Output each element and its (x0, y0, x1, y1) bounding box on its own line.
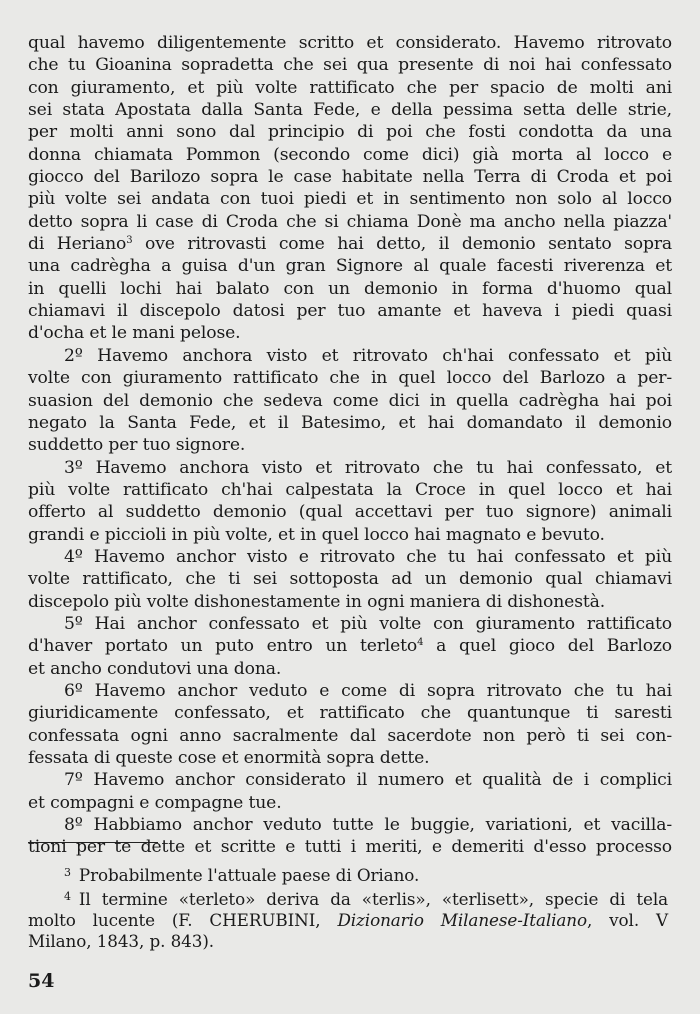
text-line: chiamavi il discepolo datosi per tuo amante et haveva i piedi quasi (28, 301, 672, 322)
text-fragment: di Heriano (28, 234, 127, 255)
text-line: tioni per te dette et scritte e tutti i meriti, e demeriti d'esso processo (28, 837, 672, 858)
footnote-ref-3[interactable]: 3 (126, 235, 133, 247)
text-line: confessata ogni anno sacralmente dal sacerdote non però ti sei con- (28, 725, 672, 746)
footnote-text: molto lucente (F. CHERUBINI, (28, 910, 338, 930)
paragraph-7-start: 7º Havemo anchor considerato il numero et qualità de i complici (64, 770, 672, 791)
footnote-text: Probabilmente l'attuale paese di Oriano. (78, 865, 420, 885)
text-line: più volte rattificato ch'hai calpestata la Croce in quel locco et hai (28, 479, 672, 500)
text-line: negato la Santa Fede, et il Batesimo, et hai domandato il demonio (28, 412, 672, 433)
text-line: d'ocha et le mani pelose. (28, 323, 241, 344)
footnote-3 (28, 862, 668, 886)
footnote-4 (28, 886, 668, 910)
text-line: offerto al suddetto demonio (qual accettavi per tuo signore) animali (28, 502, 672, 523)
text-line: per molti anni sono dal principio di poi che fosti condotta da una (28, 122, 672, 143)
text-fragment: a quel gioco del Barlozo (423, 636, 672, 657)
text-line: sei stata Apostata dalla Santa Fede, e della pessima setta delle strie, (28, 100, 672, 121)
paragraph-6-start: 6º Havemo anchor veduto e come di sopra ritrovato che tu hai (64, 680, 672, 701)
footnote-marker: 3 (64, 866, 71, 879)
footnote-text: Il termine «terleto» deriva da «terlis», «terlisett», specie di tela (78, 889, 668, 909)
text-line: con giuramento, et più volte rattificato che per spacio de molti ani (28, 77, 672, 98)
footnote-ref-4[interactable]: 4 (417, 637, 424, 649)
text-line: volte rattificato, che ti sei sottoposta ad un demonio qual chiamavi (28, 569, 672, 590)
text-line (28, 233, 672, 255)
text-line: volte con giuramento rattificato che in quel locco del Barlozo a per- (28, 368, 672, 389)
paragraph-4-start: 4º Havemo anchor visto e ritrovato che tu hai confessato et più (64, 546, 672, 567)
footnote-divider (28, 842, 158, 843)
footnote-4-cont: Milano, 1843, p. 843). (28, 931, 214, 951)
text-line: qual havemo diligentemente scritto et considerato. Havemo ritrovato (28, 33, 672, 53)
text-line: discepolo più volte dishonestamente in ogni maniera di dishonestà. (28, 591, 606, 612)
page-number: 54 (28, 970, 55, 992)
text-fragment: ove ritrovasti come hai detto, il demonio sentato sopra (132, 234, 672, 255)
footnote-marker: 4 (64, 890, 71, 903)
paragraph-3-start: 3º Havemo anchora visto et ritrovato che tu hai confessato, et (64, 457, 672, 478)
footnote-title: Dizionario Milanese-Italiano (337, 910, 588, 930)
text-line: giuridicamente confessato, et rattificato che quantunque ti saresti (28, 703, 672, 724)
text-line: grandi e piccioli in più volte, et in quel locco hai magnato e bevuto. (28, 524, 605, 545)
text-line: donna chiamata Pommon (secondo come dici) già morta al locco e (28, 144, 672, 165)
text-line: che tu Gioanina sopradetta che sei qua presente di noi hai confessato (28, 55, 672, 76)
footnote-text: , vol. V (587, 910, 669, 930)
footnotes (28, 862, 668, 952)
text-line: et compagni e compagne tue. (28, 792, 282, 813)
body-text (28, 32, 672, 859)
text-line: più volte sei andata con tuoi piedi et in sentimento non solo al locco (28, 189, 672, 210)
text-fragment: d'haver portato un puto entro un terleto (28, 636, 418, 657)
text-line: et ancho condutovi una dona. (28, 658, 282, 679)
text-line: suddetto per tuo signore. (28, 435, 246, 456)
text-line: in quelli lochi hai balato con un demonio in forma d'huomo qual (28, 278, 672, 299)
text-line: una cadrègha a guisa d'un gran Signore al quale facesti riverenza et (28, 256, 672, 277)
paragraph-2-start: 2º Havemo anchora visto et ritrovato ch'hai confessato et più (64, 345, 672, 366)
footnote-4-cont (28, 910, 668, 931)
text-line: detto sopra li case di Croda che si chiama Donè ma ancho nella piazza' (28, 211, 672, 232)
text-line: fessata di queste cose et enormità sopra dette. (28, 748, 430, 768)
text-line: suasion del demonio che sedeva come dici in quella cadrègha hai poi (28, 390, 672, 411)
text-line (28, 635, 672, 657)
text-line: giocco del Barilozo sopra le case habitate nella Terra di Croda et poi (28, 167, 672, 188)
paragraph-8-start: 8º Habbiamo anchor veduto tutte le buggie, variationi, et vacilla- (64, 815, 672, 836)
paragraph-5-start: 5º Hai anchor confessato et più volte con giuramento rattificato (64, 613, 672, 634)
